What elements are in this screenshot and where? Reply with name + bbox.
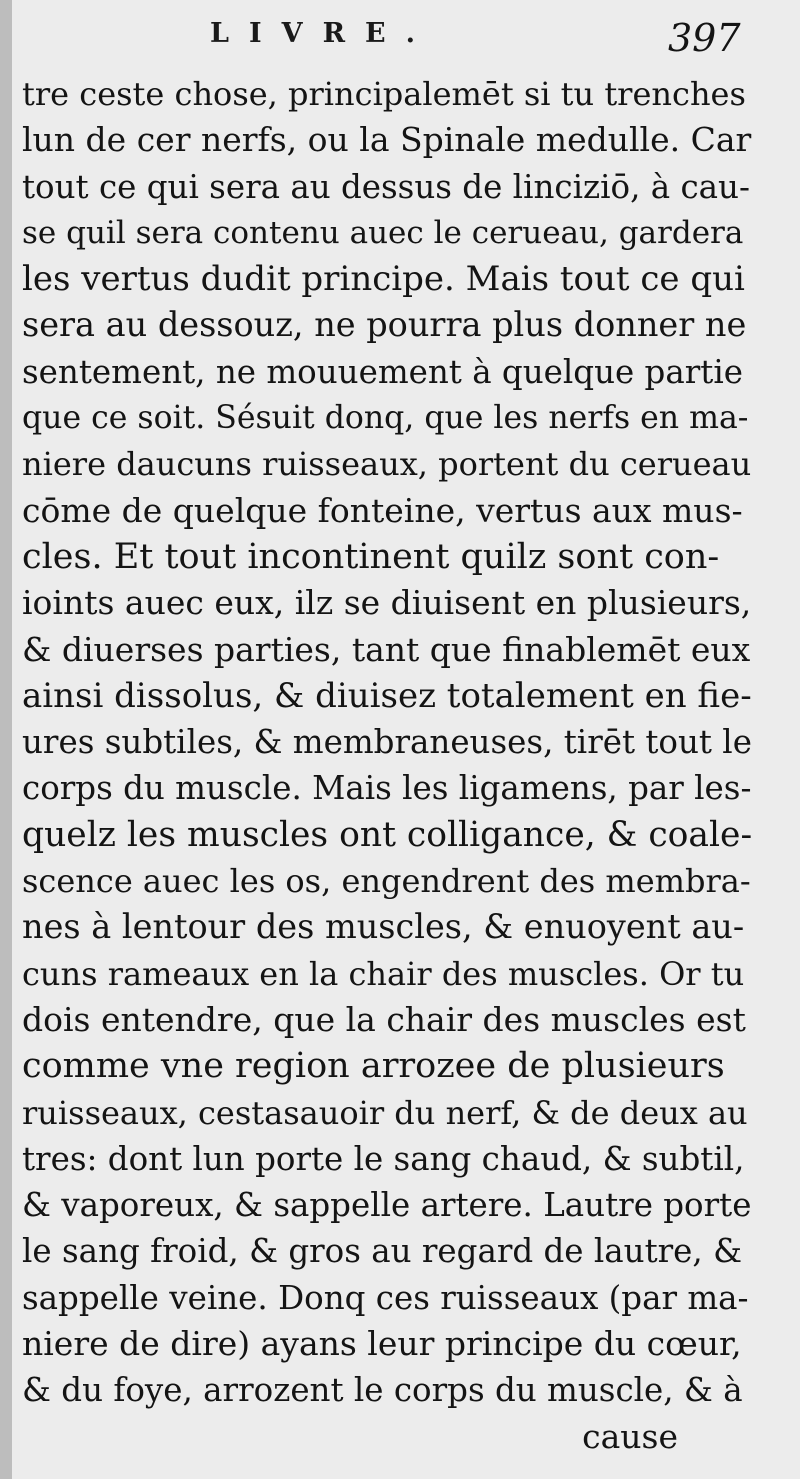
text-line: les vertus dudit principe. Mais tout ce qui (22, 259, 745, 300)
body-text (22, 71, 753, 1460)
text-line: tre ceste chose, principalemēt si tu trenches (22, 75, 746, 113)
text-line: niere daucuns ruisseaux, portent du cerueau (22, 445, 752, 484)
text-line: se quil sera contenu auec le cerueau, gardera (22, 214, 744, 251)
text-line: & diuerses parties, tant que finablemēt eux (22, 629, 751, 669)
text-line: cuns rameaux en la chair des muscles. Or tu (22, 954, 745, 993)
text-line: cōme de quelque fonteine, vertus aux mus- (22, 490, 743, 530)
text-line: ioints auec eux, ilz se diuisent en plusieurs, (22, 583, 752, 623)
text-line: ures subtiles, & membraneuses, tirēt tout le (22, 723, 752, 762)
page-gutter-shadow (0, 0, 12, 1479)
text-line: comme vne region arrozee de plusieurs (22, 1046, 725, 1087)
text-line: tout ce qui sera au dessus de linciziō, à cau- (22, 167, 750, 206)
text-line: nes à lentour des muscles, & enuoyent au- (22, 907, 745, 947)
text-line: dois entendre, que la chair des muscles est (22, 999, 746, 1039)
text-line: tres: dont lun porte le sang chaud, & subtil, (22, 1139, 745, 1178)
text-line: & du foye, arrozent le corps du muscle, & à (22, 1371, 743, 1410)
text-line: cles. Et tout incontinent quilz sont con- (22, 536, 720, 577)
text-line: sappelle veine. Donq ces ruisseaux (par ma- (22, 1278, 749, 1317)
page-number: 397 (668, 16, 741, 60)
page-header (0, 16, 800, 66)
running-title: LIVRE. (210, 18, 435, 49)
text-line: corps du muscle. Mais les ligamens, par les- (22, 769, 752, 808)
text-line: quelz les muscles ont colligance, & coale- (22, 814, 753, 855)
text-line: ainsi dissolus, & diuisez totalement en fie- (22, 675, 752, 716)
text-line: ruisseaux, cestasauoir du nerf, & de deux au (22, 1093, 748, 1132)
text-line: que ce soit. Sésuit donq, que les nerfs en ma- (22, 400, 749, 437)
text-line: & vaporeux, & sappelle artere. Lautre porte (22, 1186, 752, 1225)
text-line: lun de cer nerfs, ou la Spinale medulle. Car (22, 120, 752, 160)
text-line: sentement, ne mouuement à quelque partie (22, 352, 743, 391)
text-line: le sang froid, & gros au regard de lautre, & (22, 1232, 742, 1271)
text-line: scence auec les os, engendrent des membra- (22, 862, 751, 901)
text-line: niere de dire) ayans leur principe du cœur, (22, 1324, 742, 1364)
catchword: cause (582, 1416, 678, 1456)
text-line: sera au dessouz, ne pourra plus donner ne (22, 305, 747, 345)
